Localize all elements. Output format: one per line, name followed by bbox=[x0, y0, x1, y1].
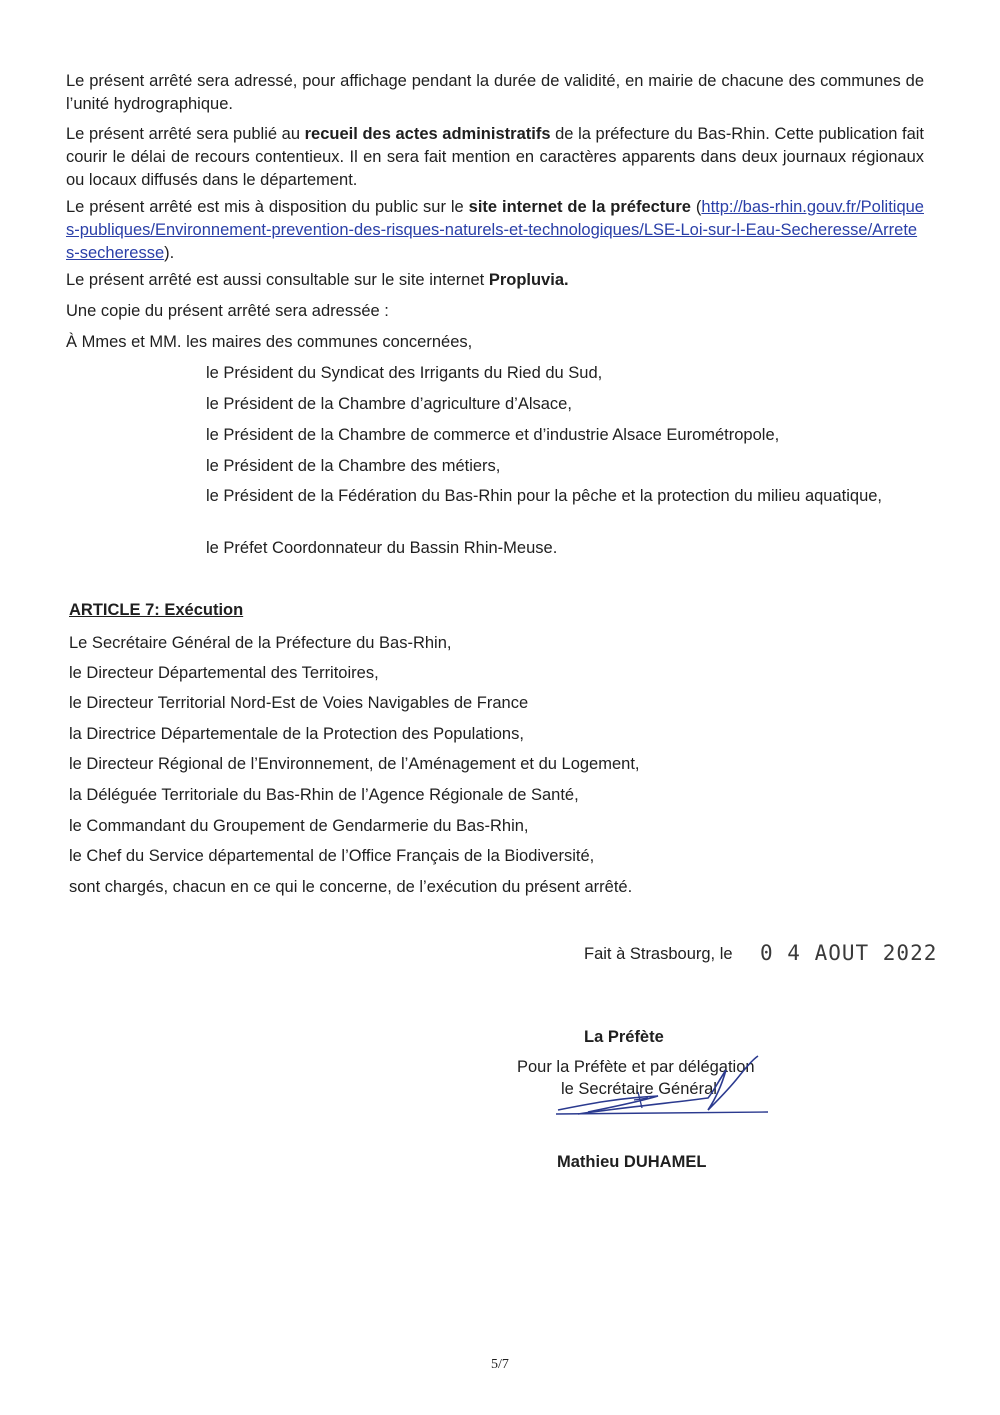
date-stamp: 0 4 AOUT 2022 bbox=[760, 941, 938, 965]
execution-line: Le Secrétaire Général de la Préfecture du Bas-Rhin, bbox=[69, 634, 452, 652]
paragraph-affichage: Le présent arrêté sera adressé, pour affichage pendant la durée de validité, en mairie de chacune des communes de l’unité hydrographique. bbox=[66, 72, 924, 113]
execution-line: le Commandant du Groupement de Gendarmerie du Bas-Rhin, bbox=[69, 817, 529, 835]
execution-line: le Directeur Territorial Nord-Est de Voies Navigables de France bbox=[69, 694, 529, 712]
execution-line: le Directeur Départemental des Territoires, bbox=[69, 664, 379, 682]
article-7-title: ARTICLE 7: Exécution bbox=[69, 601, 244, 619]
page-number: 5/7 bbox=[491, 1357, 509, 1372]
execution-line: le Chef du Service départemental de l’Office Français de la Biodiversité, bbox=[69, 847, 595, 865]
recipient-item: le Président de la Chambre des métiers, bbox=[206, 457, 501, 475]
paragraph-site-internet: Le présent arrêté est mis à disposition du public sur le site internet de la préfecture (http://bas-rhin.gouv.fr/Politiques-publiques/Environnement-prevention-des-risques-naturels-et-technologiques/LSE-Loi-sur-l-Eau-Secheresse/Arretes-secheresse). bbox=[66, 198, 924, 262]
paragraph-copie: Une copie du présent arrêté sera adressée : bbox=[66, 302, 389, 320]
execution-line: la Directrice Départementale de la Protection des Populations, bbox=[69, 725, 524, 743]
delegation-line: Pour la Préfète et par délégation bbox=[517, 1058, 755, 1076]
execution-line: le Directeur Régional de l’Environnement, de l’Aménagement et du Logement, bbox=[69, 755, 640, 773]
signatory-title: La Préfète bbox=[584, 1028, 664, 1046]
recipient-item: le Président de la Fédération du Bas-Rhin pour la pêche et la protection du milieu aquatique, bbox=[206, 487, 883, 505]
recipient-item: le Président de la Chambre d’agriculture d’Alsace, bbox=[206, 395, 572, 413]
execution-line: la Déléguée Territoriale du Bas-Rhin de l’Agence Régionale de Santé, bbox=[69, 786, 579, 804]
signatory-name: Mathieu DUHAMEL bbox=[557, 1153, 707, 1171]
place-line: Fait à Strasbourg, le bbox=[584, 945, 733, 963]
paragraph-propluvia: Le présent arrêté est aussi consultable sur le site internet Propluvia. bbox=[66, 271, 569, 289]
paragraph-maires: À Mmes et MM. les maires des communes concernées, bbox=[66, 333, 473, 351]
handwritten-signature bbox=[548, 1052, 773, 1122]
execution-line: sont chargés, chacun en ce qui le concerne, de l’exécution du présent arrêté. bbox=[69, 878, 633, 896]
recipient-item: le Président de la Chambre de commerce et d’industrie Alsace Eurométropole, bbox=[206, 426, 780, 444]
recipient-item: le Préfet Coordonnateur du Bassin Rhin-Meuse. bbox=[206, 539, 558, 557]
role-line: le Secrétaire Général bbox=[561, 1080, 717, 1098]
recipient-item: le Président du Syndicat des Irrigants du Ried du Sud, bbox=[206, 364, 603, 382]
bold-recueil: recueil des actes administratifs bbox=[304, 125, 551, 143]
paragraph-publication: Le présent arrêté sera publié au recueil des actes administratifs de la préfecture du Bas-Rhin. Cette publication fait courir le délai de recours contentieux. Il en sera fait mention en caractères apparents dans deux journaux régionaux ou locaux diffusés dans le département. bbox=[66, 125, 924, 189]
prefecture-link[interactable]: http://bas-rhin.gouv.fr/Politiques-publiques/Environnement-prevention-des-risques-naturels-et-technologiques/LSE-Loi-sur-l-Eau-Secheresse/Arretes-secheresse bbox=[66, 198, 924, 262]
